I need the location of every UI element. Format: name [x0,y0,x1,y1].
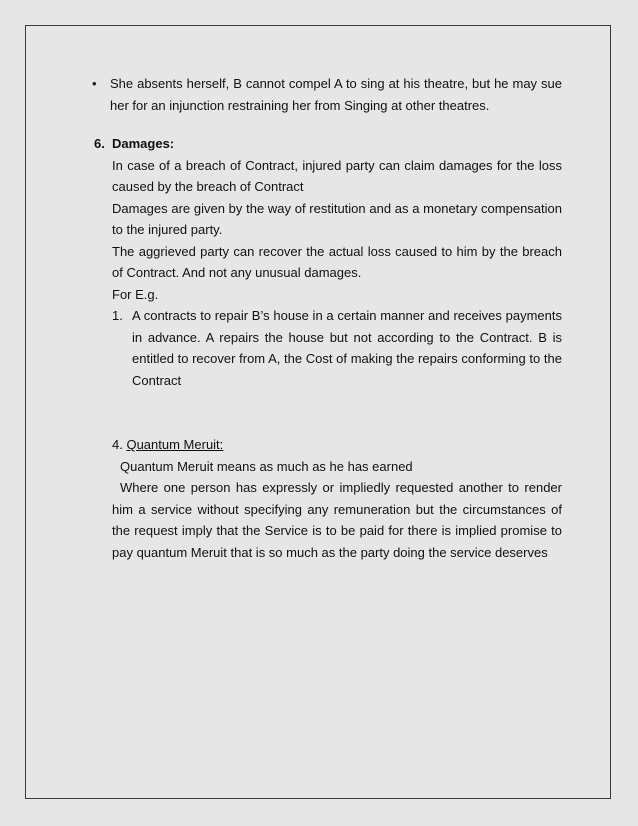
example-label: For E.g. [112,286,159,302]
example-text: A contracts to repair B’s house in a certain manner and receives payments in advance. A repairs the house but not according to the Contract. B is entitled to recover from A, the Cost of making the repairs conforming to the Contract [132,308,562,388]
quantum-meruit-paragraph-text: Where one person has expressly or impliedly requested another to render him a service without specifying any remuneration but the circumstances of the request imply that the Service is to be paid for there is implied promise to pay quantum Meruit that is so much as the party doing the service deserves [112,480,562,560]
damages-number: 6. [94,136,105,151]
damages-heading [94,133,562,155]
damages-paragraph-2: Damages are given by the way of restitution and as a monetary compensation to the injured party. [112,200,562,237]
quantum-meruit-definition: Quantum Meruit means as much as he has earned [120,458,413,474]
bullet-marker: • [92,76,97,91]
bullet-paragraph [92,73,562,116]
quantum-meruit-number: 4. [112,437,123,452]
quantum-meruit-title: Quantum Meruit: [126,437,224,452]
quantum-meruit-section [112,434,562,563]
bullet-text: She absents herself, B cannot compel A to sing at his theatre, but he may sue her for an injunction restraining her from Singing at other theatres. [110,76,562,113]
damages-paragraph-3: The aggrieved party can recover the actual loss caused to him by the breach of Contract. And not any unusual damages. [112,243,562,280]
quantum-meruit-paragraph [112,477,562,563]
damages-body [112,155,562,392]
quantum-meruit-heading [112,434,562,456]
example-item [112,305,562,391]
example-number: 1. [112,308,123,323]
damages-paragraph-1: In case of a breach of Contract, injured party can claim damages for the loss caused by the breach of Contract [112,157,562,194]
page-content [94,73,562,563]
damages-title: Damages: [112,136,175,151]
